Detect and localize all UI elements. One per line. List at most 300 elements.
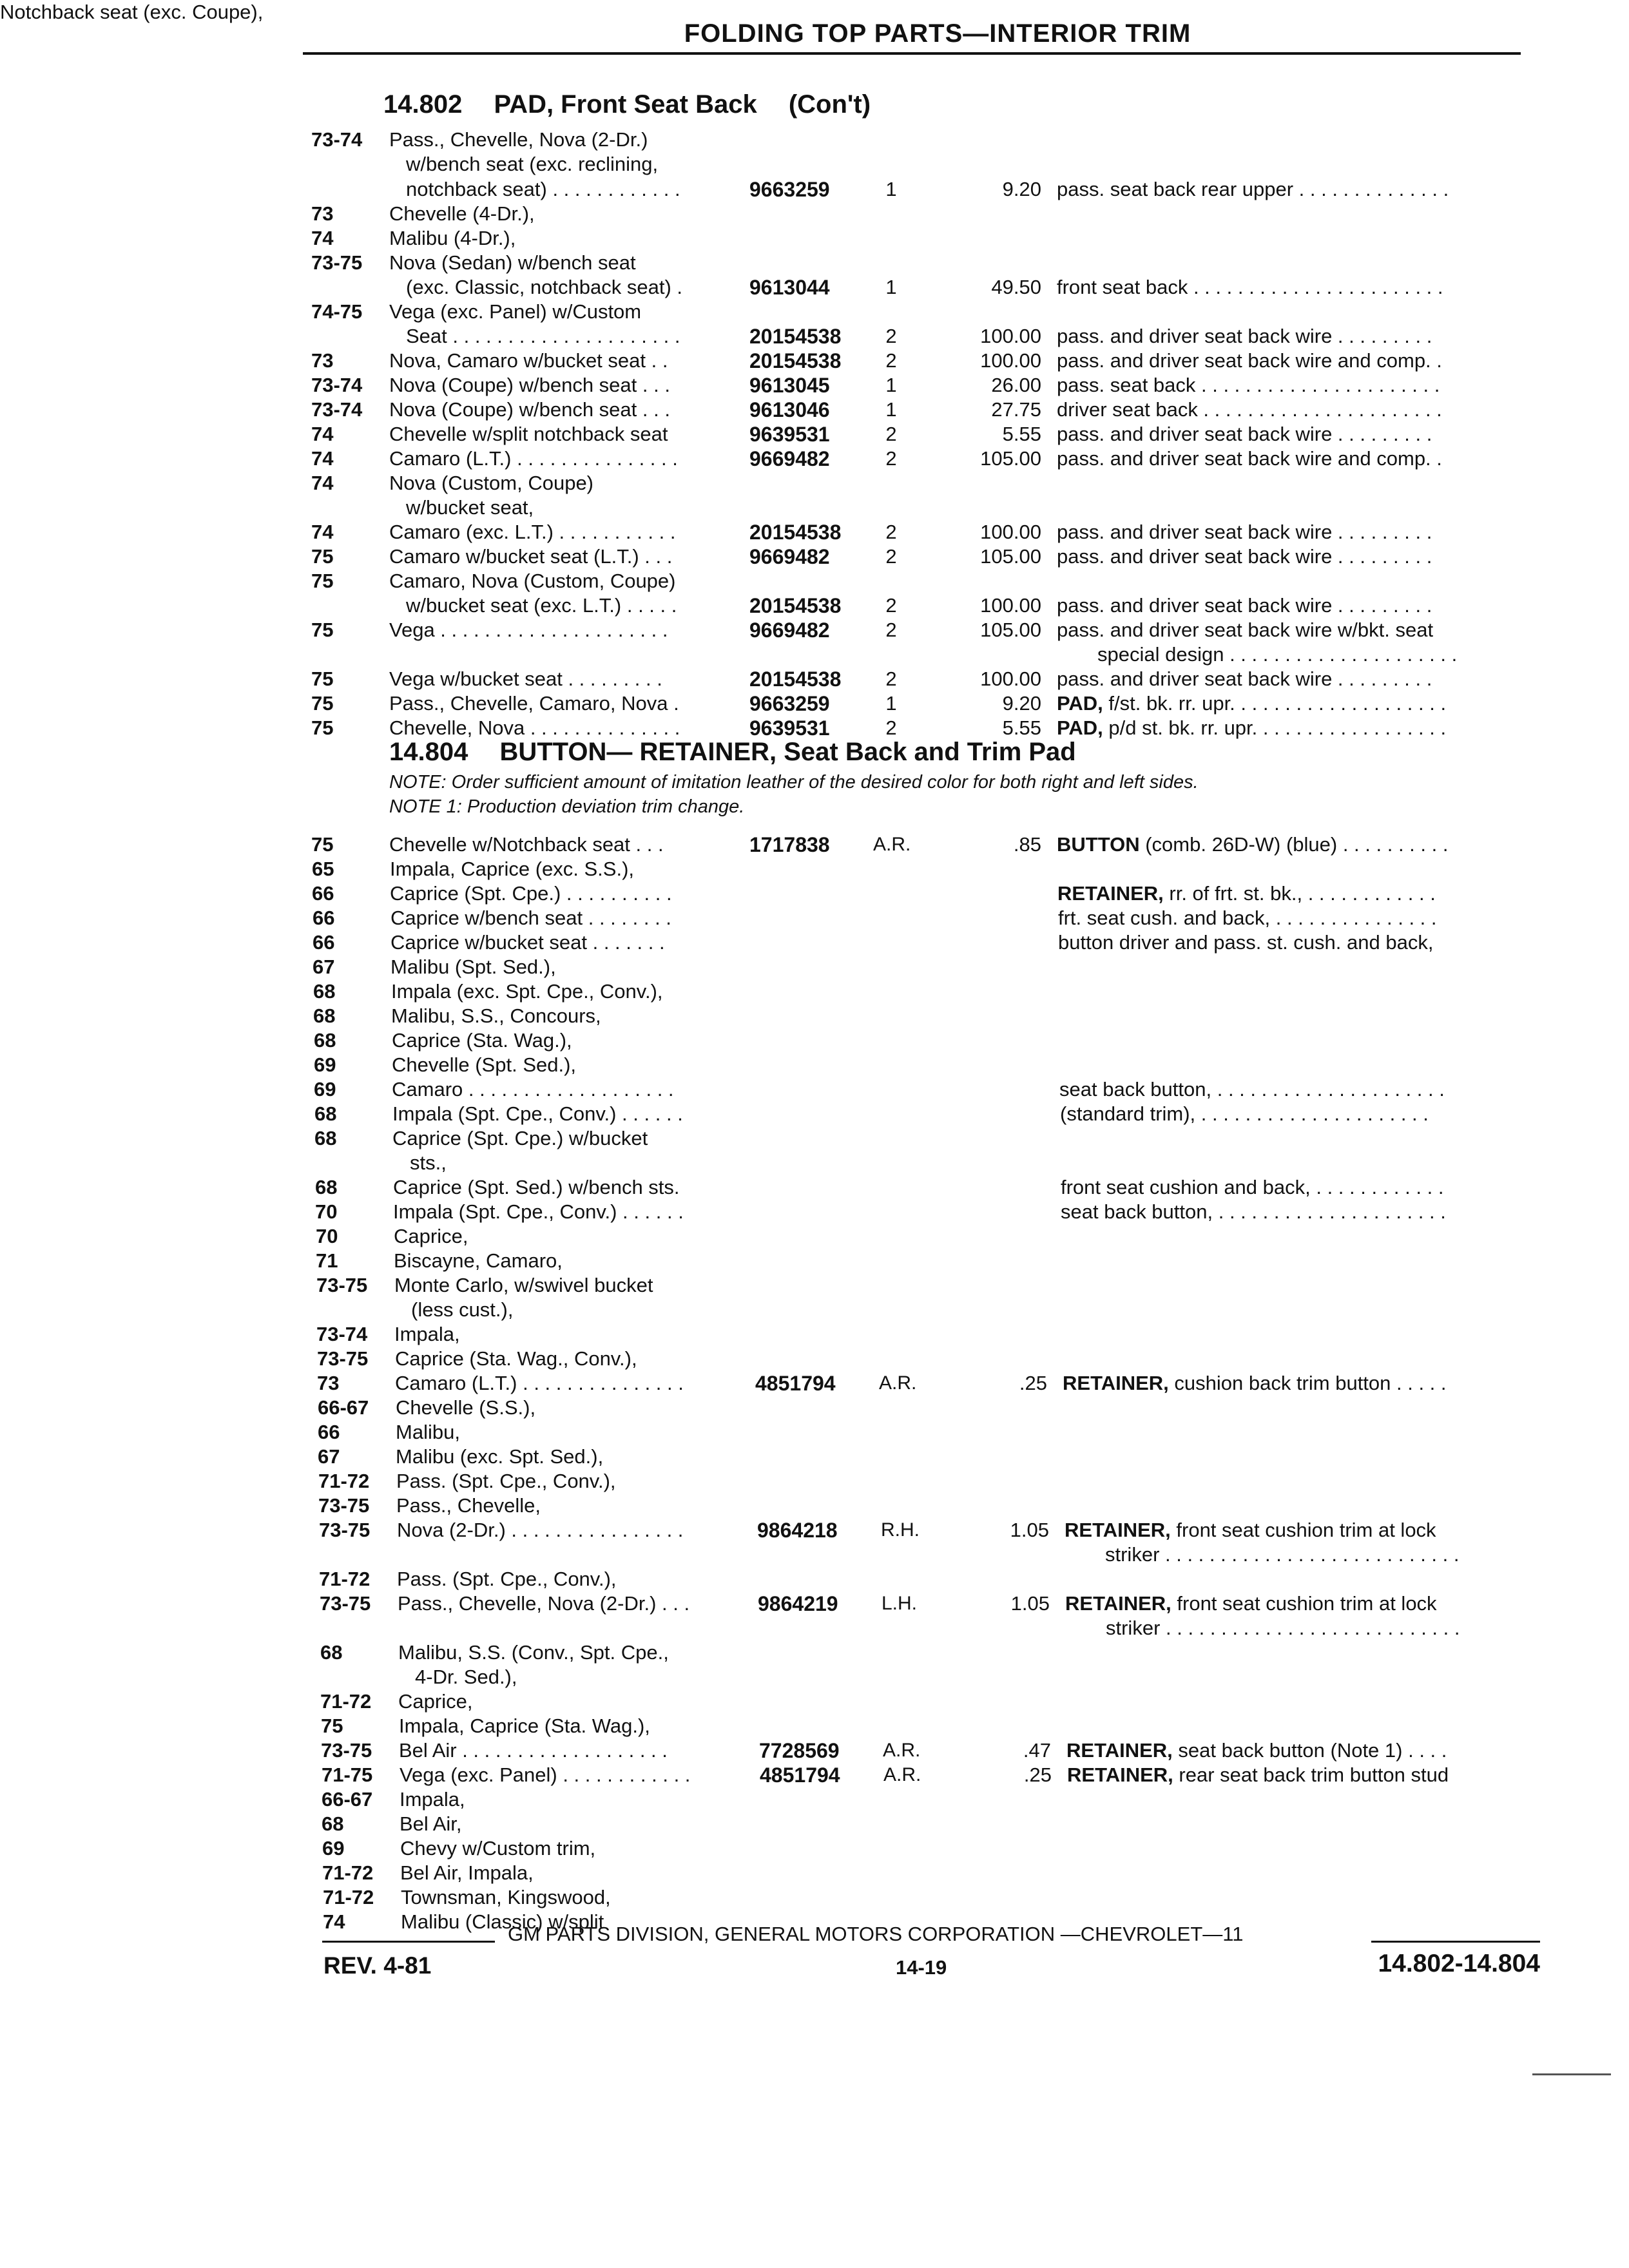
table-row [0, 1151, 1629, 1175]
section-number: 14.804 [389, 738, 468, 766]
item-detail: pass. and driver seat back wire . . . . . . . . . [1057, 668, 1432, 690]
section-number: 14.802 [383, 90, 463, 119]
quantity: 2 [885, 594, 897, 617]
model-description: Vega w/bucket seat . . . . . . . . . [389, 668, 662, 690]
footer-rule [322, 1941, 495, 1943]
table-row [0, 471, 1629, 495]
model-description: Vega (exc. Panel) . . . . . . . . . . . . [400, 1763, 691, 1786]
quantity: 2 [885, 545, 897, 568]
model-description: Malibu, [396, 1421, 460, 1443]
item-description [1057, 881, 1436, 906]
model-year: 71-75 [322, 1763, 373, 1786]
model-year: 73-75 [319, 1519, 371, 1541]
page-header [303, 19, 1521, 55]
price: 9.20 [1002, 178, 1041, 200]
table-row [0, 1787, 1629, 1812]
item-description [1065, 1591, 1437, 1616]
part-number: 7728569 [759, 1739, 840, 1762]
item-description [1060, 1102, 1429, 1126]
model-year: 66 [318, 1421, 340, 1443]
model-year: 71 [316, 1249, 338, 1272]
model-year: 74 [311, 447, 334, 470]
item-detail: striker . . . . . . . . . . . . . . . . . . . . . . . . . . . [1105, 1543, 1460, 1566]
table-row [0, 1567, 1629, 1591]
model-description: Pass., Chevelle, Nova (2-Dr.) . . . [398, 1592, 690, 1615]
quantity: 2 [885, 619, 897, 641]
model-description: Camaro (L.T.) . . . . . . . . . . . . . . . [395, 1372, 684, 1394]
item-name: BUTTON [1057, 833, 1140, 856]
model-year: 75 [311, 833, 334, 856]
item-detail: (comb. 26D-W) (blue) . . . . . . . . . . [1145, 833, 1449, 856]
model-description: Caprice w/bucket seat . . . . . . . [390, 931, 665, 954]
model-description: Nova (Custom, Coupe) [389, 472, 594, 494]
table-row [0, 1322, 1629, 1347]
model-year: 70 [315, 1200, 338, 1223]
table-row [0, 1640, 1629, 1665]
model-year: 68 [315, 1176, 338, 1198]
model-year: 69 [314, 1053, 336, 1076]
item-description [1059, 1077, 1445, 1102]
quantity: 2 [885, 447, 897, 470]
model-year: 67 [313, 956, 335, 978]
table-row [0, 1542, 1629, 1567]
part-number: 9613046 [749, 398, 830, 421]
model-description: Malibu (Classic) w/split [401, 1910, 604, 1933]
part-number: 9669482 [749, 447, 830, 470]
model-description: Pass. (Spt. Cpe., Conv.), [397, 1568, 617, 1590]
model-year: 73-75 [316, 1274, 368, 1296]
table-row [0, 1763, 1629, 1787]
model-year: 73-74 [316, 1323, 368, 1345]
model-description: Camaro (L.T.) . . . . . . . . . . . . . . . [389, 447, 678, 470]
model-description: Pass., Chevelle, Nova (2-Dr.) [389, 128, 648, 151]
model-year: 70 [316, 1225, 338, 1247]
model-year: 74 [311, 521, 334, 543]
model-year: 73-74 [311, 128, 363, 151]
section-heading-14-804 [389, 738, 1101, 767]
model-description: Notchback seat (exc. Coupe), [0, 1, 264, 23]
model-description: Townsman, Kingswood, [401, 1886, 611, 1908]
table-row [0, 955, 1629, 979]
model-year: 73-75 [311, 251, 363, 274]
quantity: 1 [885, 178, 897, 200]
model-description: Monte Carlo, w/swivel bucket [394, 1274, 653, 1296]
item-detail: rr. of frt. st. bk., . . . . . . . . . . . . [1169, 882, 1436, 905]
model-description: Impala (Spt. Cpe., Conv.) . . . . . . [392, 1102, 683, 1125]
table-row [0, 1591, 1629, 1616]
table-row [0, 569, 1629, 593]
table-row [0, 520, 1629, 544]
model-description: Impala (Spt. Cpe., Conv.) . . . . . . [393, 1200, 684, 1223]
model-year: 75 [321, 1715, 343, 1737]
model-year: 73-75 [321, 1739, 372, 1762]
table-row [0, 1126, 1629, 1151]
item-description [1057, 349, 1442, 373]
table-row [0, 1273, 1629, 1298]
part-number: 9864219 [758, 1592, 838, 1615]
table-row [0, 1347, 1629, 1371]
quantity: 2 [885, 668, 897, 690]
page-footer [322, 1920, 1540, 1997]
model-year: 73 [311, 202, 334, 225]
item-detail: button driver and pass. st. cush. and back, [1058, 931, 1434, 954]
model-year: 73-75 [317, 1347, 369, 1370]
model-year: 74 [311, 227, 334, 249]
model-year: 75 [311, 570, 334, 592]
item-description [1097, 642, 1457, 667]
price: 105.00 [980, 545, 1041, 568]
table-row [0, 349, 1629, 373]
part-number: 9663259 [749, 178, 830, 201]
model-description: Chevelle (4-Dr.), [389, 202, 535, 225]
model-description: Nova (Coupe) w/bench seat . . . [389, 398, 670, 421]
table-row [0, 1175, 1629, 1200]
model-description: Malibu, S.S. (Conv., Spt. Cpe., [398, 1641, 669, 1664]
model-description: Bel Air, [400, 1812, 462, 1835]
section-title: BUTTON— RETAINER, Seat Back and Trim Pad [499, 738, 1076, 766]
model-year: 71-72 [320, 1690, 372, 1713]
table-row [0, 177, 1629, 202]
model-year: 74 [323, 1910, 345, 1933]
price: 1.05 [1010, 1592, 1050, 1615]
model-year: 71-72 [323, 1886, 374, 1908]
price: 100.00 [980, 521, 1041, 543]
table-row [0, 128, 1629, 152]
model-description: Impala, [394, 1323, 460, 1345]
model-description: Vega . . . . . . . . . . . . . . . . . . . . . [389, 619, 668, 641]
price: 9.20 [1002, 692, 1041, 715]
model-year: 74 [311, 472, 334, 494]
part-number: 9669482 [749, 619, 830, 642]
item-detail: special design . . . . . . . . . . . . . . . . . . . . . [1097, 643, 1458, 666]
model-description: Nova (2-Dr.) . . . . . . . . . . . . . . . . [397, 1519, 684, 1541]
item-detail: pass. and driver seat back wire and comp. . [1057, 447, 1442, 470]
item-name: RETAINER, [1057, 882, 1164, 905]
item-detail: pass. and driver seat back wire . . . . . . . . . [1057, 594, 1432, 617]
item-detail: striker . . . . . . . . . . . . . . . . . . . . . . . . . . . [1106, 1617, 1460, 1639]
model-description: Chevelle w/split notchback seat [389, 423, 668, 445]
model-description: Pass., Chevelle, [396, 1494, 541, 1517]
model-description: notchback seat) . . . . . . . . . . . . [406, 178, 680, 200]
table-row [0, 1224, 1629, 1249]
item-detail: front seat cushion and back, . . . . . . . . . . . . [1061, 1176, 1444, 1198]
table-row [0, 618, 1629, 642]
model-year: 69 [314, 1078, 336, 1100]
table-row [0, 857, 1629, 881]
model-description: Pass. (Spt. Cpe., Conv.), [396, 1470, 616, 1492]
table-row [0, 1028, 1629, 1053]
model-year: 68 [322, 1812, 344, 1835]
table-row [0, 495, 1629, 520]
quantity: A.R. [873, 834, 911, 855]
model-description: Camaro (exc. L.T.) . . . . . . . . . . . [389, 521, 676, 543]
item-detail: seat back button, . . . . . . . . . . . . . . . . . . . . . [1061, 1200, 1446, 1223]
page-number: 14-19 [896, 1956, 947, 1979]
model-year: 68 [314, 1102, 337, 1125]
section-heading-14-802 [383, 90, 895, 119]
model-description: Caprice (Spt. Cpe.) w/bucket [392, 1127, 648, 1149]
model-year: 73-74 [311, 374, 363, 396]
model-year: 74-75 [311, 300, 363, 323]
model-description: Camaro w/bucket seat (L.T.) . . . [389, 545, 673, 568]
model-description: 4-Dr. Sed.), [415, 1666, 517, 1688]
part-number: 4851794 [760, 1763, 840, 1787]
item-description [1057, 667, 1432, 691]
item-name: RETAINER, [1065, 1592, 1171, 1615]
item-detail: pass. and driver seat back wire . . . . . . . . . [1057, 423, 1432, 445]
item-description [1058, 906, 1437, 930]
part-number: 1717838 [749, 833, 830, 856]
price: 100.00 [980, 325, 1041, 347]
item-description [1057, 447, 1442, 471]
item-description [1065, 1518, 1436, 1542]
item-description [1057, 520, 1432, 544]
table-row [0, 1102, 1629, 1126]
quantity: 2 [885, 349, 897, 372]
part-number: 9663259 [749, 692, 830, 715]
item-description [1061, 1175, 1443, 1200]
page-title: FOLDING TOP PARTS—INTERIOR TRIM [684, 19, 1191, 48]
table-row [0, 275, 1629, 300]
table-row [0, 1420, 1629, 1445]
table-row [0, 300, 1629, 324]
part-number: 20154538 [749, 668, 842, 691]
quantity: A.R. [879, 1372, 917, 1394]
item-description [1057, 398, 1442, 422]
model-description: Nova (Coupe) w/bench seat . . . [389, 374, 670, 396]
part-number: 20154538 [749, 594, 842, 617]
model-description: Camaro . . . . . . . . . . . . . . . . . . . [392, 1078, 674, 1100]
model-description: w/bench seat (exc. reclining, [406, 153, 659, 175]
model-year: 71-72 [319, 1568, 371, 1590]
model-description: Chevelle (S.S.), [396, 1396, 536, 1419]
item-description [1057, 618, 1433, 642]
item-description [1057, 832, 1448, 857]
price: 105.00 [980, 619, 1041, 641]
table-row [0, 398, 1629, 422]
model-description: Nova (Sedan) w/bench seat [389, 251, 636, 274]
section-range: 14.802-14.804 [1378, 1950, 1540, 1977]
item-detail: cushion back trim button . . . . . [1174, 1372, 1447, 1394]
table-row [0, 324, 1629, 349]
model-year: 69 [322, 1837, 345, 1860]
table-row [0, 1518, 1629, 1542]
item-description [1063, 1371, 1447, 1396]
item-detail: front seat cushion trim at lock [1176, 1519, 1436, 1541]
model-description: Caprice (Spt. Sed.) w/bench sts. [393, 1176, 680, 1198]
model-description: Chevelle w/Notchback seat . . . [389, 833, 664, 856]
price: .47 [1023, 1739, 1051, 1762]
price: 1.05 [1010, 1519, 1049, 1541]
model-description: Caprice, [394, 1225, 468, 1247]
item-description [1057, 324, 1432, 349]
table-row [0, 1616, 1629, 1640]
quantity: 2 [885, 716, 897, 739]
footer-company: GM PARTS DIVISION, GENERAL MOTORS CORPORATION —CHEVROLET—11 [508, 1923, 1244, 1945]
table-row [0, 251, 1629, 275]
model-year: 75 [311, 619, 334, 641]
item-name: RETAINER, [1065, 1519, 1171, 1541]
table-row [0, 1077, 1629, 1102]
part-number: 9864218 [757, 1519, 838, 1542]
table-row [0, 152, 1629, 177]
price: .25 [1023, 1763, 1052, 1786]
item-detail: pass. and driver seat back wire . . . . . . . . . [1057, 545, 1432, 568]
item-description [1057, 593, 1432, 618]
model-year: 68 [313, 1004, 336, 1027]
part-number: 4851794 [755, 1372, 836, 1395]
model-year: 73-75 [320, 1592, 371, 1615]
item-description [1057, 422, 1432, 447]
price: 100.00 [980, 594, 1041, 617]
quantity: A.R. [883, 1764, 921, 1785]
model-year: 66 [313, 907, 335, 929]
table-row [0, 544, 1629, 569]
table-row [0, 906, 1629, 930]
model-description: Malibu (Spt. Sed.), [390, 956, 556, 978]
item-description [1061, 1200, 1446, 1224]
price: 5.55 [1002, 423, 1041, 445]
model-year: 73-75 [318, 1494, 370, 1517]
table-row [0, 373, 1629, 398]
model-year: 68 [314, 1029, 336, 1052]
price: .85 [1013, 833, 1041, 856]
part-number: 9613045 [749, 374, 830, 397]
table-row [0, 1665, 1629, 1689]
table-row [0, 1885, 1629, 1910]
table-row [0, 667, 1629, 691]
model-description: Bel Air . . . . . . . . . . . . . . . . . . . [399, 1739, 668, 1762]
item-detail: pass. seat back . . . . . . . . . . . . . . . . . . . . . . [1057, 374, 1440, 396]
model-year: 68 [314, 1127, 337, 1149]
footer-rule [1371, 1941, 1540, 1943]
quantity: 1 [885, 276, 897, 298]
table-row [0, 422, 1629, 447]
quantity: 2 [885, 521, 897, 543]
item-description [1057, 177, 1449, 202]
model-description: Camaro, Nova (Custom, Coupe) [389, 570, 676, 592]
quantity: 1 [885, 374, 897, 396]
item-detail: pass. and driver seat back wire w/bkt. seat [1057, 619, 1434, 641]
item-description [1058, 930, 1433, 955]
table-row [0, 1812, 1629, 1836]
model-description: Impala, Caprice (exc. S.S.), [390, 858, 635, 880]
model-year: 74 [311, 423, 334, 445]
item-name: PAD, [1057, 716, 1103, 739]
item-description [1057, 373, 1440, 398]
table-row [0, 642, 1629, 667]
quantity: A.R. [883, 1740, 921, 1761]
model-year: 73 [311, 349, 334, 372]
table-row [0, 593, 1629, 618]
item-description [1106, 1616, 1460, 1640]
item-detail: rear seat back trim button stud [1179, 1763, 1449, 1786]
item-detail: (standard trim), . . . . . . . . . . . . . . . . . . . . . [1060, 1102, 1429, 1125]
table-row [0, 1738, 1629, 1763]
model-description: Seat . . . . . . . . . . . . . . . . . . . . . [406, 325, 680, 347]
quantity: L.H. [882, 1593, 918, 1614]
quantity: R.H. [881, 1519, 920, 1541]
table-row [0, 202, 1629, 226]
table-row [0, 1689, 1629, 1714]
table-row [0, 881, 1629, 906]
model-description: Caprice (Sta. Wag., Conv.), [395, 1347, 637, 1370]
table-row [0, 832, 1629, 857]
order-note: NOTE: Order sufficient amount of imitation leather of the desired color for both right and left sides. [389, 772, 1199, 793]
model-year: 66-67 [322, 1788, 373, 1811]
part-number: 20154538 [749, 349, 842, 372]
model-description: Malibu (4-Dr.), [389, 227, 516, 249]
table-row [0, 1200, 1629, 1224]
production-note: NOTE 1: Production deviation trim change. [389, 796, 745, 817]
part-number: 9613044 [749, 276, 830, 299]
item-detail: driver seat back . . . . . . . . . . . . . . . . . . . . . . [1057, 398, 1442, 421]
price: 49.50 [991, 276, 1041, 298]
table-row [0, 226, 1629, 251]
item-detail: pass. seat back rear upper . . . . . . . . . . . . . . [1057, 178, 1449, 200]
model-description: w/bucket seat, [406, 496, 534, 519]
price: 105.00 [980, 447, 1041, 470]
section-title: PAD, Front Seat Back [494, 90, 757, 119]
revision-label: REV. 4-81 [323, 1952, 432, 1979]
model-description: Bel Air, Impala, [400, 1861, 534, 1884]
item-detail: pass. and driver seat back wire . . . . . . . . . [1057, 325, 1432, 347]
price: 100.00 [980, 668, 1041, 690]
table-row [0, 1469, 1629, 1494]
model-description: Pass., Chevelle, Camaro, Nova . [389, 692, 679, 715]
table-row [0, 1396, 1629, 1420]
table-row [0, 930, 1629, 955]
model-description: Chevy w/Custom trim, [400, 1837, 596, 1860]
item-description [1057, 691, 1446, 716]
item-detail: front seat cushion trim at lock [1177, 1592, 1437, 1615]
model-year: 67 [318, 1445, 340, 1468]
quantity: 1 [885, 398, 897, 421]
item-detail: seat back button (Note 1) . . . . [1178, 1739, 1447, 1762]
item-detail: seat back button, . . . . . . . . . . . . . . . . . . . . . [1059, 1078, 1445, 1100]
item-detail: front seat back . . . . . . . . . . . . . . . . . . . . . . . [1057, 276, 1443, 298]
model-description: Chevelle, Nova . . . . . . . . . . . . . . [389, 716, 680, 739]
table-row [0, 1371, 1629, 1396]
item-description [1067, 1763, 1449, 1787]
model-year: 68 [313, 980, 336, 1003]
model-description: Malibu (exc. Spt. Sed.), [396, 1445, 604, 1468]
model-description: Impala (exc. Spt. Cpe., Conv.), [391, 980, 663, 1003]
price: 5.55 [1002, 716, 1041, 739]
model-year: 75 [311, 716, 334, 739]
model-description: Malibu, S.S., Concours, [391, 1004, 601, 1027]
model-description: (exc. Classic, notchback seat) . [406, 276, 682, 298]
table-row [0, 1494, 1629, 1518]
model-description: w/bucket seat (exc. L.T.) . . . . . [406, 594, 677, 617]
item-detail: pass. and driver seat back wire and comp. . [1057, 349, 1442, 372]
model-description: Caprice, [398, 1690, 473, 1713]
model-year: 73 [317, 1372, 340, 1394]
model-year: 66 [312, 882, 334, 905]
table-row [0, 1249, 1629, 1273]
item-name: PAD, [1057, 692, 1103, 715]
table-row [0, 691, 1629, 716]
model-year: 73-74 [311, 398, 363, 421]
model-description: Vega (exc. Panel) w/Custom [389, 300, 642, 323]
model-description: Caprice (Spt. Cpe.) . . . . . . . . . . [390, 882, 672, 905]
item-description [1057, 716, 1446, 740]
table-row [0, 447, 1629, 471]
item-detail: frt. seat cush. and back, . . . . . . . . . . . . . . . [1058, 907, 1437, 929]
model-description: Nova, Camaro w/bucket seat . . [389, 349, 668, 372]
model-description: Impala, [400, 1788, 465, 1811]
part-number: 9669482 [749, 545, 830, 568]
